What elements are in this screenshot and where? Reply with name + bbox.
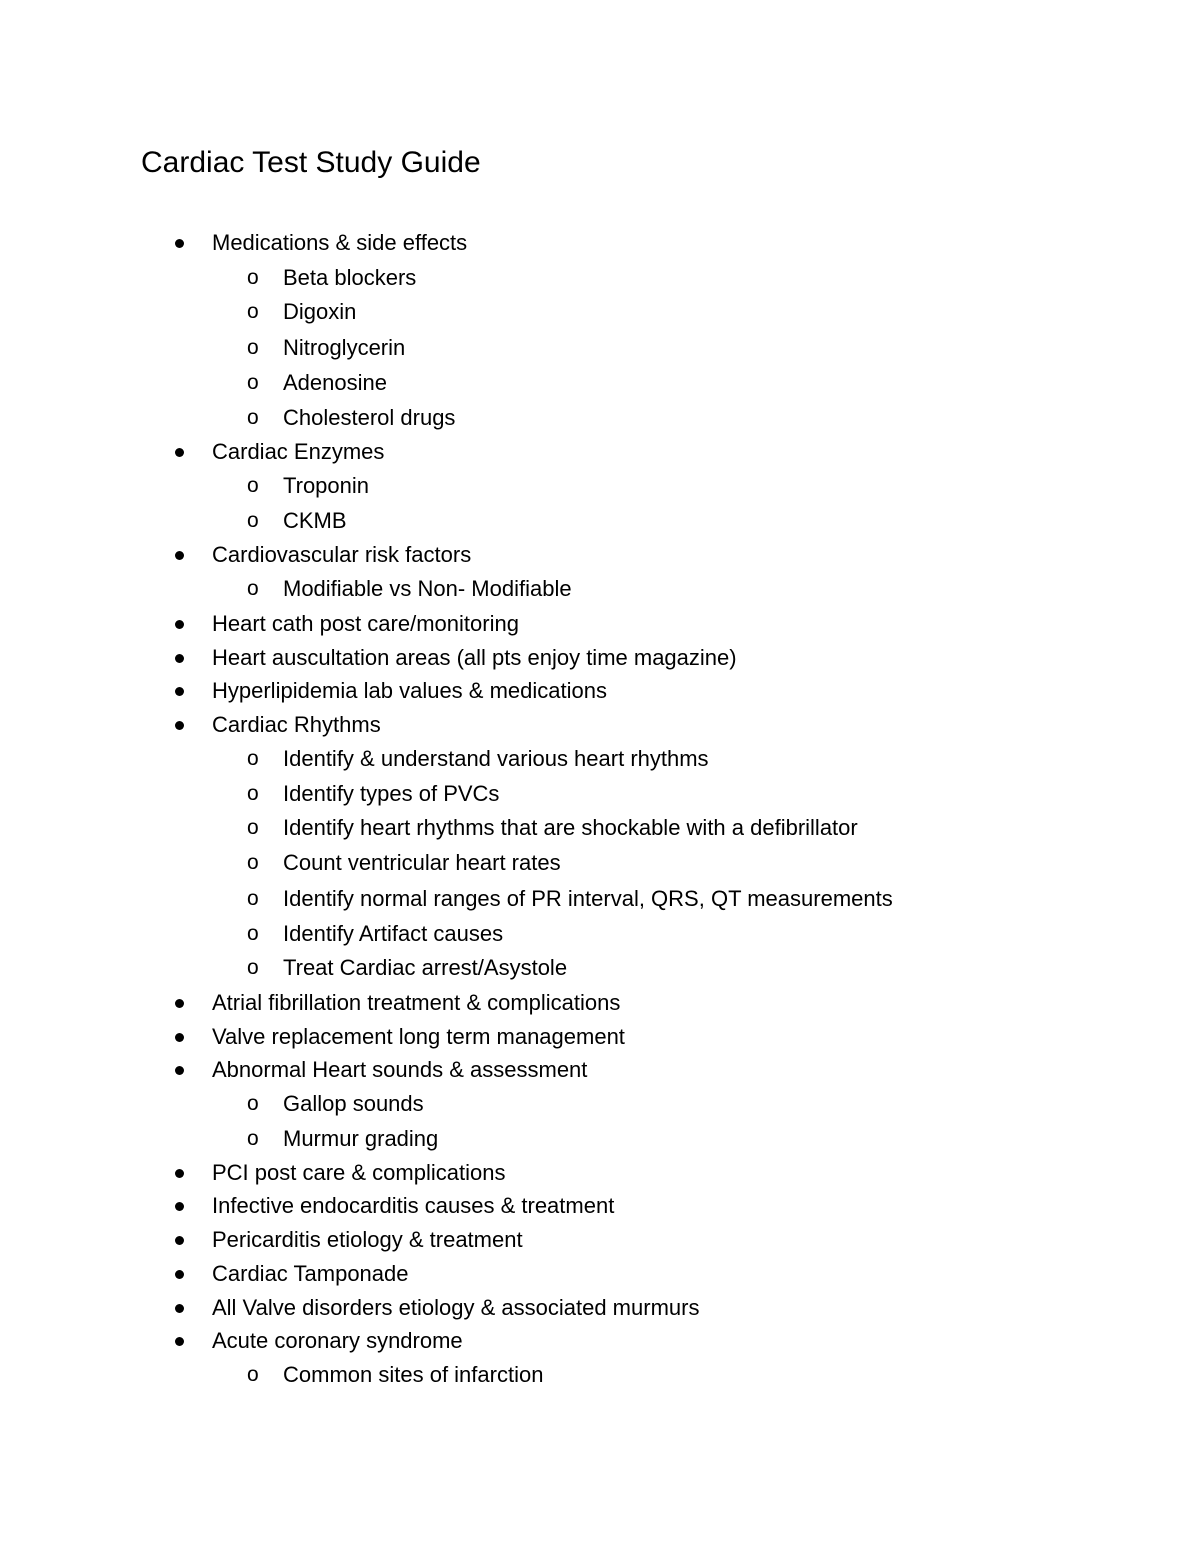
sub-bullet-icon: o <box>247 406 259 429</box>
outline-item-text: Cardiac Enzymes <box>212 439 385 464</box>
outline-item-text: Abnormal Heart sounds & assessment <box>212 1057 588 1082</box>
outline-item <box>0 708 1200 742</box>
bullet-icon <box>175 1066 184 1075</box>
outline-item <box>0 1223 1200 1257</box>
outline-subitem <box>0 295 1200 329</box>
sub-bullet-icon: o <box>247 336 259 359</box>
sub-bullet-icon: o <box>247 509 259 532</box>
outline-item <box>0 1324 1200 1358</box>
outline-subitem <box>0 777 1200 811</box>
outline-subitem-text: Count ventricular heart rates <box>283 850 561 875</box>
outline-subitem <box>0 1358 1200 1392</box>
bullet-icon <box>175 1337 184 1346</box>
outline-item-text: Hyperlipidemia lab values & medications <box>212 678 607 703</box>
outline-item-text: Cardiovascular risk factors <box>212 542 472 567</box>
outline-subitem-text: Identify types of PVCs <box>283 781 500 806</box>
outline-item-text: All Valve disorders etiology & associated murmurs <box>212 1295 700 1320</box>
outline-subitem <box>0 882 1200 916</box>
outline-subitem-text: Nitroglycerin <box>283 335 406 360</box>
outline-item <box>0 1189 1200 1223</box>
sub-bullet-icon: o <box>247 956 259 979</box>
bullet-icon <box>175 620 184 629</box>
outline-item <box>0 1020 1200 1054</box>
outline-item-text: Cardiac Rhythms <box>212 712 381 737</box>
bullet-icon <box>175 1270 184 1279</box>
bullet-icon <box>175 999 184 1008</box>
sub-bullet-icon: o <box>247 782 259 805</box>
outline-subitem <box>0 261 1200 295</box>
outline-subitem-text: Murmur grading <box>283 1126 439 1151</box>
outline-item-text: Infective endocarditis causes & treatment <box>212 1193 615 1218</box>
outline-item <box>0 1257 1200 1291</box>
outline-item-text: Valve replacement long term management <box>212 1024 625 1049</box>
sub-bullet-icon: o <box>247 851 259 874</box>
page-title: Cardiac Test Study Guide <box>141 146 481 179</box>
bullet-icon <box>175 687 184 696</box>
outline-subitem <box>0 331 1200 365</box>
outline-subitem <box>0 366 1200 400</box>
outline-item <box>0 538 1200 572</box>
outline-subitem-text: Troponin <box>283 473 370 498</box>
outline-item <box>0 1053 1200 1087</box>
bullet-icon <box>175 448 184 457</box>
outline-subitem-text: Identify & understand various heart rhythms <box>283 746 709 771</box>
outline-subitem <box>0 469 1200 503</box>
outline-subitem <box>0 846 1200 880</box>
outline-item-text: Acute coronary syndrome <box>212 1328 463 1353</box>
bullet-icon <box>175 1304 184 1313</box>
outline-subitem <box>0 401 1200 435</box>
outline-subitem <box>0 742 1200 776</box>
outline-item-text: Cardiac Tamponade <box>212 1261 409 1286</box>
sub-bullet-icon: o <box>247 474 259 497</box>
sub-bullet-icon: o <box>247 300 259 323</box>
outline-subitem <box>0 504 1200 538</box>
outline-item-text: Heart cath post care/monitoring <box>212 611 519 636</box>
outline-subitem-text: Treat Cardiac arrest/Asystole <box>283 955 568 980</box>
outline-item <box>0 641 1200 675</box>
sub-bullet-icon: o <box>247 371 259 394</box>
outline-subitem <box>0 917 1200 951</box>
outline-item-text: Atrial fibrillation treatment & complications <box>212 990 621 1015</box>
outline-subitem-text: Gallop sounds <box>283 1091 424 1116</box>
sub-bullet-icon: o <box>247 577 259 600</box>
outline-subitem <box>0 572 1200 606</box>
outline-item <box>0 1291 1200 1325</box>
bullet-icon <box>175 1236 184 1245</box>
sub-bullet-icon: o <box>247 747 259 770</box>
sub-bullet-icon: o <box>247 1127 259 1150</box>
outline-item-text: Pericarditis etiology & treatment <box>212 1227 523 1252</box>
outline-item-text: PCI post care & complications <box>212 1160 506 1185</box>
sub-bullet-icon: o <box>247 1363 259 1386</box>
outline-subitem-text: Identify heart rhythms that are shockable with a defibrillator <box>283 815 858 840</box>
outline-subitem-text: Modifiable vs Non- Modifiable <box>283 576 572 601</box>
outline-item <box>0 986 1200 1020</box>
sub-bullet-icon: o <box>247 922 259 945</box>
bullet-icon <box>175 1033 184 1042</box>
outline-item <box>0 1156 1200 1190</box>
outline-item-text: Heart auscultation areas (all pts enjoy time magazine) <box>212 645 737 670</box>
bullet-icon <box>175 654 184 663</box>
outline-subitem-text: Digoxin <box>283 299 357 324</box>
sub-bullet-icon: o <box>247 816 259 839</box>
outline-subitem <box>0 951 1200 985</box>
outline-subitem <box>0 1122 1200 1156</box>
outline-item-text: Medications & side effects <box>212 230 468 255</box>
outline-subitem-text: Identify Artifact causes <box>283 921 504 946</box>
bullet-icon <box>175 551 184 560</box>
outline-item <box>0 674 1200 708</box>
bullet-icon <box>175 1169 184 1178</box>
outline-subitem-text: Identify normal ranges of PR interval, QRS, QT measurements <box>283 886 893 911</box>
outline-subitem-text: Common sites of infarction <box>283 1362 544 1387</box>
outline-subitem-text: CKMB <box>283 508 347 533</box>
outline-item <box>0 435 1200 469</box>
outline-item <box>0 226 1200 260</box>
bullet-icon <box>175 721 184 730</box>
outline-subitem-text: Cholesterol drugs <box>283 405 456 430</box>
outline-subitem-text: Beta blockers <box>283 265 417 290</box>
bullet-icon <box>175 239 184 248</box>
sub-bullet-icon: o <box>247 887 259 910</box>
sub-bullet-icon: o <box>247 266 259 289</box>
outline-subitem <box>0 811 1200 845</box>
sub-bullet-icon: o <box>247 1092 259 1115</box>
outline-subitem-text: Adenosine <box>283 370 387 395</box>
bullet-icon <box>175 1202 184 1211</box>
outline-item <box>0 607 1200 641</box>
outline-subitem <box>0 1087 1200 1121</box>
